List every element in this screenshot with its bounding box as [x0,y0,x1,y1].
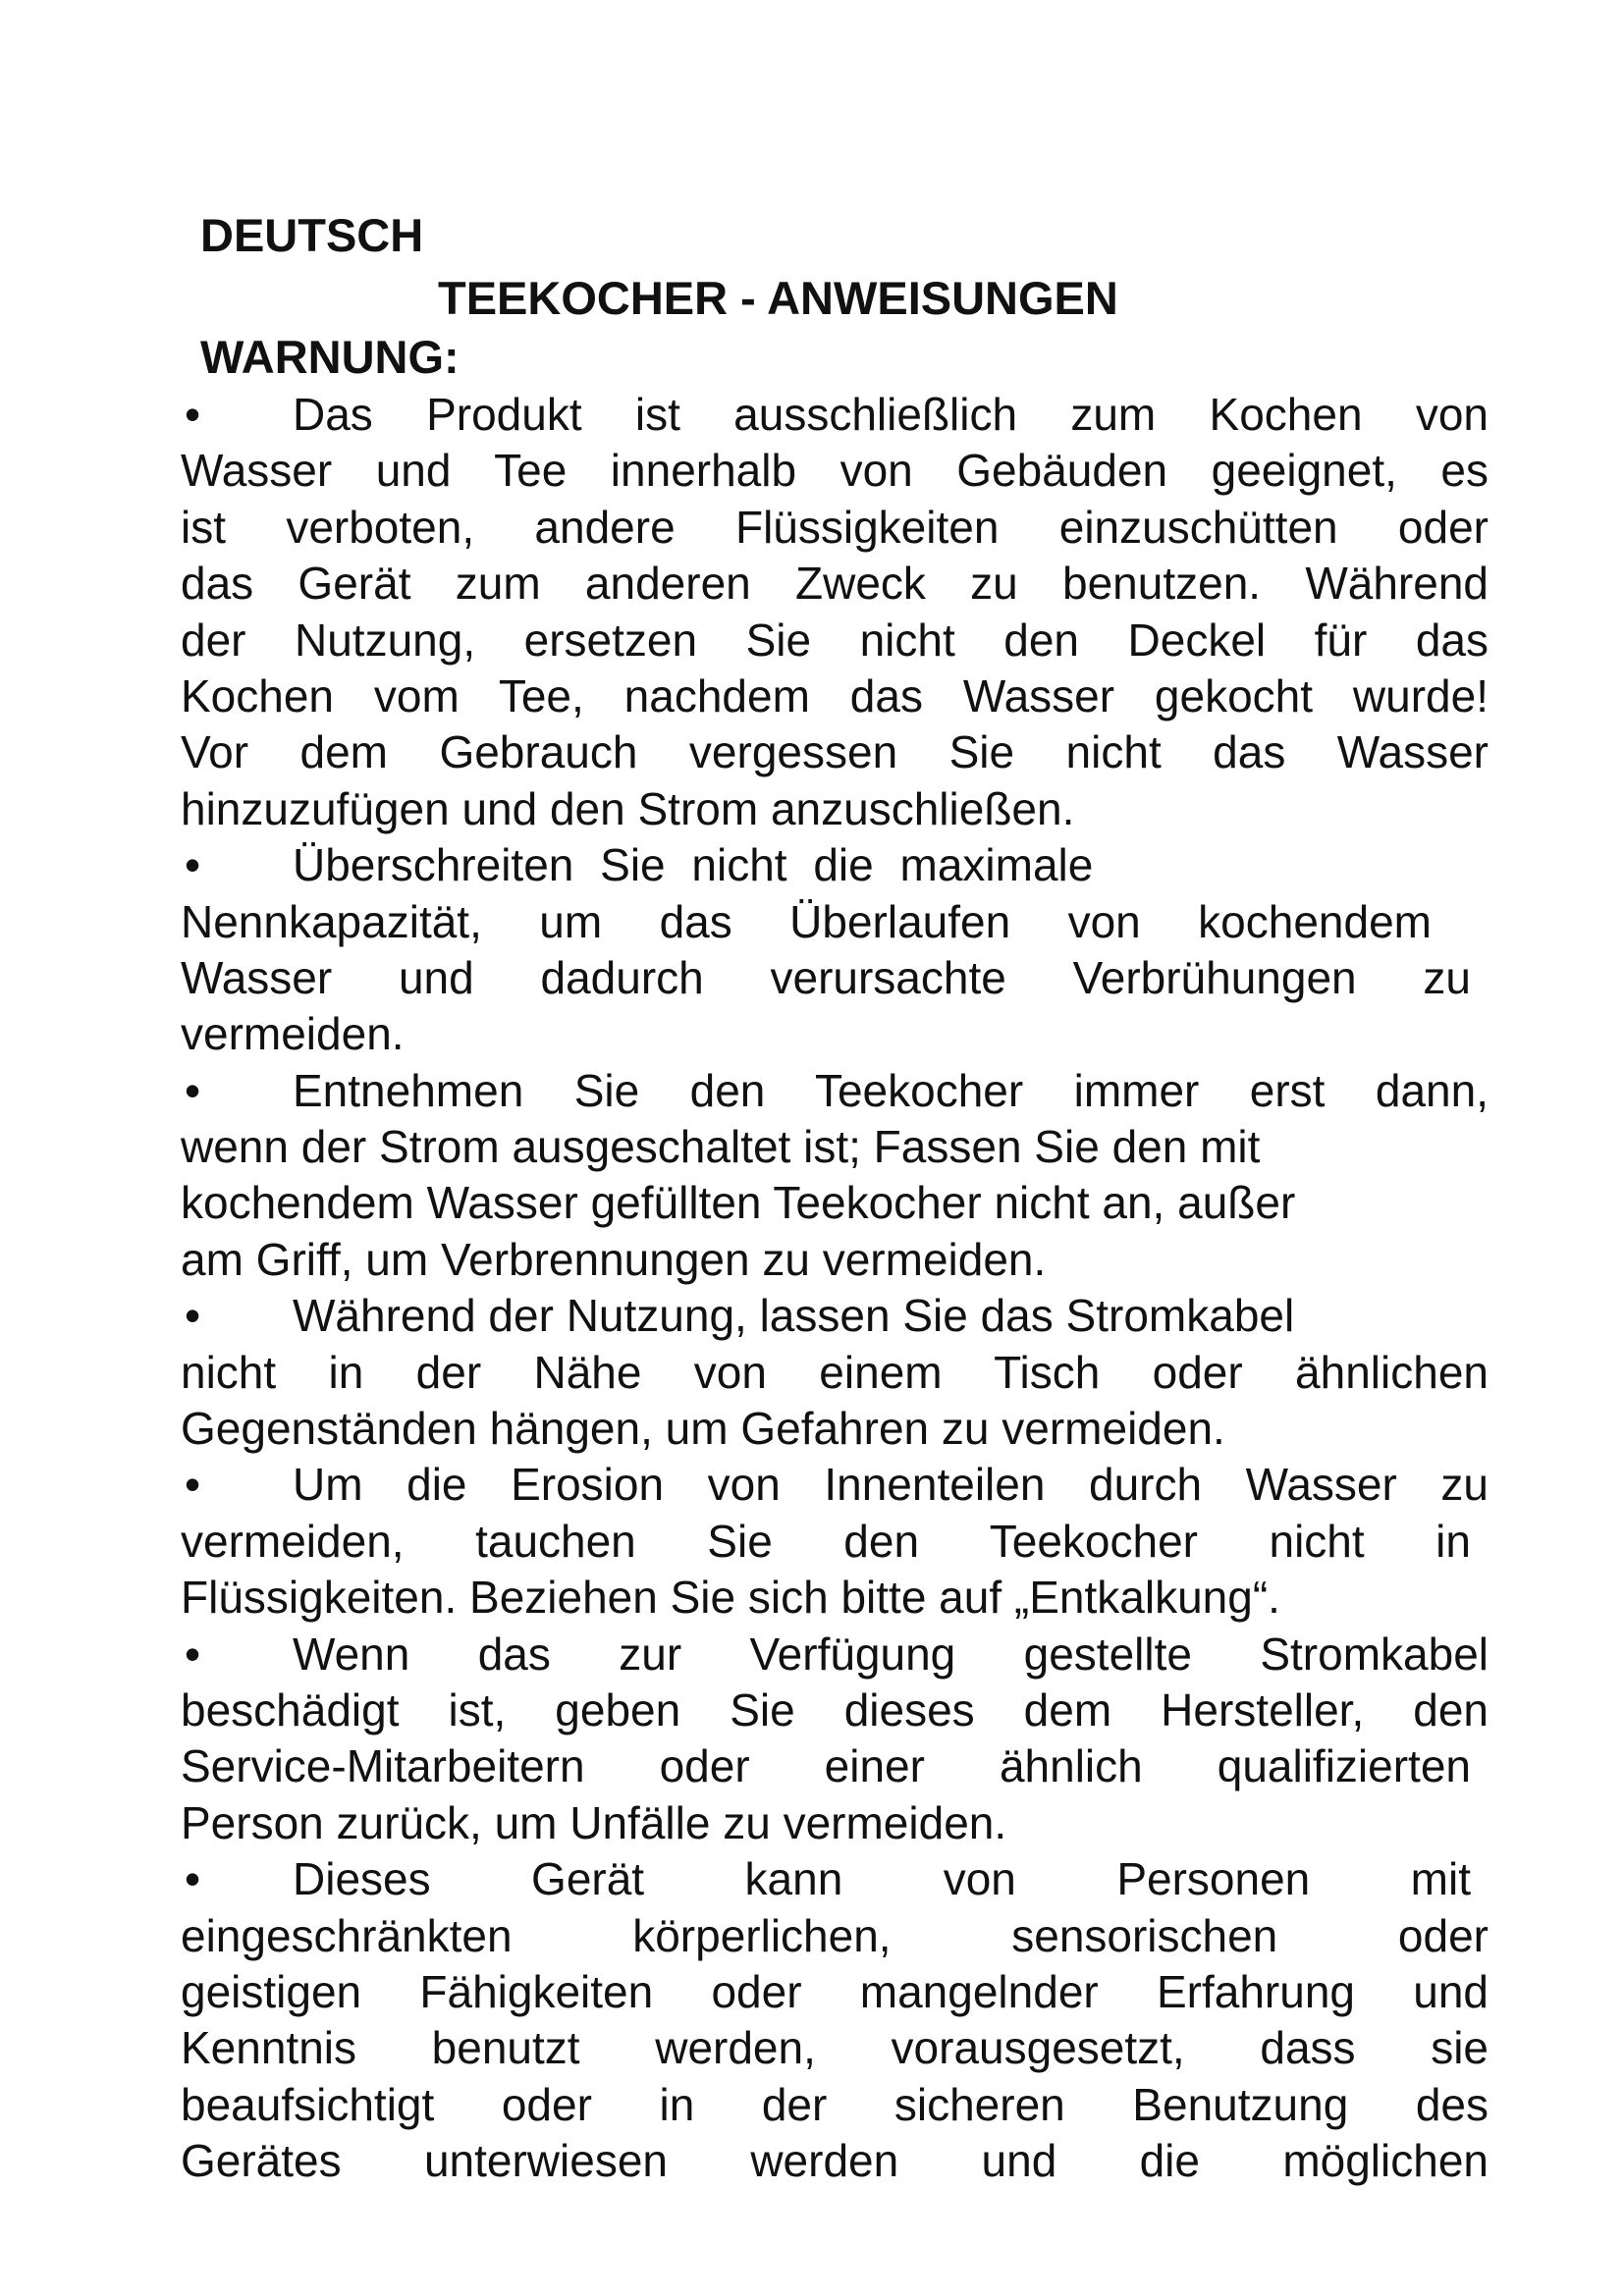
warning-item-line: geistigen Fähigkeiten oder mangelnder Erfahrung und [181,1965,1489,2017]
warning-item-first-line: • Um die Erosion von Innenteilen durch Wasser zu [181,1457,1489,1513]
warning-item-line: Wasser und dadurch verursachte Verbrühungen zu [181,951,1471,1003]
warning-item-2 [181,837,1489,1063]
warning-item-line: Kenntnis benutzt werden, vorausgesetzt, dass sie [181,2022,1489,2074]
warning-item-6 [181,1627,1489,1852]
warning-item-line: ist verboten, andere Flüssigkeiten einzuschütten oder [181,501,1489,553]
warning-item-line: Gerätes unterwiesen werden und die möglichen [181,2135,1489,2187]
warning-item-line: wenn der Strom ausgeschaltet ist; Fassen Sie den mit [181,1121,1261,1173]
warning-item-first-line: • Überschreiten Sie nicht die maximale [181,837,1489,893]
warning-item-first-line: • Das Produkt ist ausschließlich zum Kochen von [181,387,1489,443]
warning-item-line: am Griff, um Verbrennungen zu vermeiden. [181,1233,1047,1285]
warning-item-line: der Nutzung, ersetzen Sie nicht den Deckel für das [181,614,1489,666]
warning-item-line: kochendem Wasser gefüllten Teekocher nicht an, außer [181,1177,1296,1229]
bullet-symbol: • [185,1853,201,1905]
warning-item-line: vermeiden, tauchen Sie den Teekocher nicht in [181,1515,1471,1567]
warning-item-line: Flüssigkeiten. Beziehen Sie sich bitte auf „Entkalkung“. [181,1572,1280,1624]
warning-item-4 [181,1288,1489,1457]
bullet-symbol: • [185,1459,201,1511]
bullet-symbol: • [185,389,201,440]
warning-item-first-line: • Wenn das zur Verfügung gestellte Stromkabel [181,1627,1489,1682]
warning-item-line: beaufsichtigt oder in der sicheren Benutzung des [181,2078,1489,2130]
warning-item-line: Kochen vom Tee, nachdem das Wasser gekocht wurde! [181,669,1489,721]
bullet-symbol: • [185,1628,201,1680]
warning-heading: WARNUNG: [200,331,460,383]
language-heading: DEUTSCH [200,209,424,261]
warning-item-line: Gegenständen hängen, um Gefahren zu vermeiden. [181,1403,1225,1455]
warning-item-line: Vor dem Gebrauch vergessen Sie nicht das Wasser [181,726,1489,778]
bullet-symbol: • [185,1064,201,1116]
warning-item-line: eingeschränkten körperlichen, sensorischen oder [181,1909,1489,1961]
warning-item-line: Service-Mitarbeitern oder einer ähnlich qualifizierten [181,1740,1471,1792]
warning-item-7 [181,1851,1489,2189]
warning-item-first-line: • Entnehmen Sie den Teekocher immer erst dann, [181,1063,1489,1119]
warning-item-3 [181,1063,1489,1289]
warning-item-line: hinzuzufügen und den Strom anzuschließen. [181,782,1075,834]
warning-item-line: beschädigt ist, geben Sie dieses dem Hersteller, den [181,1683,1489,1735]
warning-item-line: vermeiden. [181,1008,405,1060]
warning-item-first-line: • Dieses Gerät kann von Personen mit [181,1851,1471,1907]
warning-item-line: Nennkapazität, um das Überlaufen von kochendem [181,895,1432,947]
warning-item-line: Person zurück, um Unfälle zu vermeiden. [181,1796,1007,1848]
bullet-symbol: • [185,839,201,891]
warning-item-1 [181,387,1489,837]
document-title: TEEKOCHER - ANWEISUNGEN [438,272,1118,324]
bullet-symbol: • [185,1290,201,1342]
warning-item-line: das Gerät zum anderen Zweck zu benutzen. Während [181,558,1489,610]
warning-item-5 [181,1457,1489,1626]
warning-item-line: nicht in der Nähe von einem Tisch oder ähnlichen [181,1346,1489,1398]
warning-item-first-line: • Während der Nutzung, lassen Sie das Stromkabel [181,1288,1489,1344]
warning-list [181,387,1489,2190]
warning-item-line: Wasser und Tee innerhalb von Gebäuden geeignet, es [181,445,1489,497]
